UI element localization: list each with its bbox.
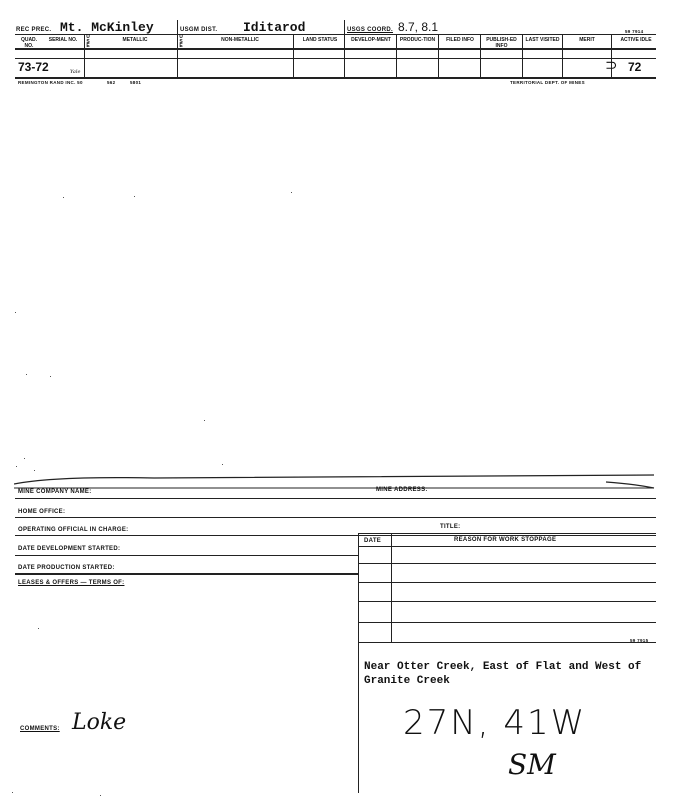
form-number-2: 59 7915: [630, 638, 649, 643]
col-merit: MERIT: [579, 37, 595, 43]
rule: [358, 533, 656, 534]
col-serial-no: SERIAL NO.: [48, 37, 78, 43]
rule: [15, 58, 656, 59]
col-non-metallic: NON-METALLIC: [221, 37, 259, 43]
location-note: Near Otter Creek, East of Flat and West of Granite Creek: [364, 661, 642, 687]
bracket-mark: ⊃: [605, 57, 618, 74]
rule: [15, 535, 656, 536]
rule: [15, 555, 358, 556]
usgm-dist-label: USGM DIST.: [180, 27, 218, 33]
usgm-dist-value: Iditarod: [243, 20, 306, 35]
handwritten-section: SM: [508, 748, 556, 781]
reason-column-header: REASON FOR WORK STOPPAGE: [454, 537, 557, 543]
divider: [522, 34, 523, 77]
date-production-started-label: DATE PRODUCTION STARTED:: [18, 565, 115, 571]
handwritten-township-range: 27N, 41W: [403, 703, 587, 743]
table-row-line: [358, 601, 656, 602]
divider: [396, 34, 397, 77]
divider: [344, 20, 345, 77]
divider: [562, 34, 563, 77]
table-row-line: [358, 642, 656, 643]
top-curved-rule: [14, 470, 658, 490]
col-filed-info: FILED INFO: [446, 37, 474, 43]
divider: [480, 34, 481, 77]
table-row-line: [358, 622, 656, 623]
date-development-started-label: DATE DEVELOPMENT STARTED:: [18, 546, 121, 552]
divider: [438, 34, 439, 77]
divider: [293, 34, 294, 77]
rule: [15, 517, 656, 518]
rule: [15, 77, 656, 79]
date-column-header: DATE: [364, 538, 382, 544]
col-last-visited: LAST VISITED: [525, 37, 560, 43]
rec-prec-value: Mt. McKinley: [60, 20, 154, 35]
comments-label: COMMENTS:: [20, 726, 60, 732]
col-quad-no: QUAD. NO.: [20, 37, 38, 49]
mine-address-label: MINE ADDRESS:: [376, 487, 428, 493]
department-imprint: TERRITORIAL DEPT. OF MINES: [510, 80, 585, 85]
col-use-metallic: U S E: [86, 34, 90, 49]
col-development: DEVELOP-MENT: [351, 37, 391, 43]
quad-serial-value: 73-72: [18, 60, 49, 74]
col-active-idle: ACTIVE IDLE: [620, 37, 652, 43]
active-idle-value: 72: [628, 60, 642, 74]
col-production: PRODUC-TION: [399, 37, 436, 43]
form-number: 59 7914: [625, 29, 644, 34]
table-row-line: [358, 582, 656, 583]
printer-code-2: 5801: [130, 80, 142, 85]
rec-prec-label: REC PREC.: [16, 27, 52, 33]
divider: [358, 533, 359, 793]
rule: [358, 546, 656, 547]
comments-handwriting: Loke: [72, 710, 127, 735]
divider: [84, 34, 85, 77]
rule: [15, 498, 656, 499]
usgs-coord-label: USGS COORD.: [347, 27, 393, 33]
title-label: TITLE:: [440, 524, 461, 530]
divider: [177, 20, 178, 77]
col-land-status: LAND STATUS: [302, 37, 338, 43]
col-use-non-metallic: U S E: [179, 34, 183, 49]
divider: [391, 533, 392, 642]
rule: [15, 48, 656, 50]
printer-imprint: REMINGTON RAND INC. 50: [18, 80, 83, 85]
col-published-info: PUBLISH-ED INFO: [486, 37, 517, 49]
home-office-label: HOME OFFICE:: [18, 509, 66, 515]
operating-official-label: OPERATING OFFICIAL IN CHARGE:: [18, 527, 129, 533]
leases-offers-label: LEASES & OFFERS — TERMS OF:: [18, 580, 125, 586]
col-metallic: METALLIC: [122, 37, 148, 43]
usgs-coord-value: 8.7, 8.1: [398, 20, 439, 34]
small-handwritten-mark: Yale: [70, 69, 81, 75]
printer-code-1: 562: [107, 80, 116, 85]
mine-company-name-label: MINE COMPANY NAME:: [18, 489, 92, 495]
rule: [15, 573, 358, 575]
table-row-line: [358, 563, 656, 564]
